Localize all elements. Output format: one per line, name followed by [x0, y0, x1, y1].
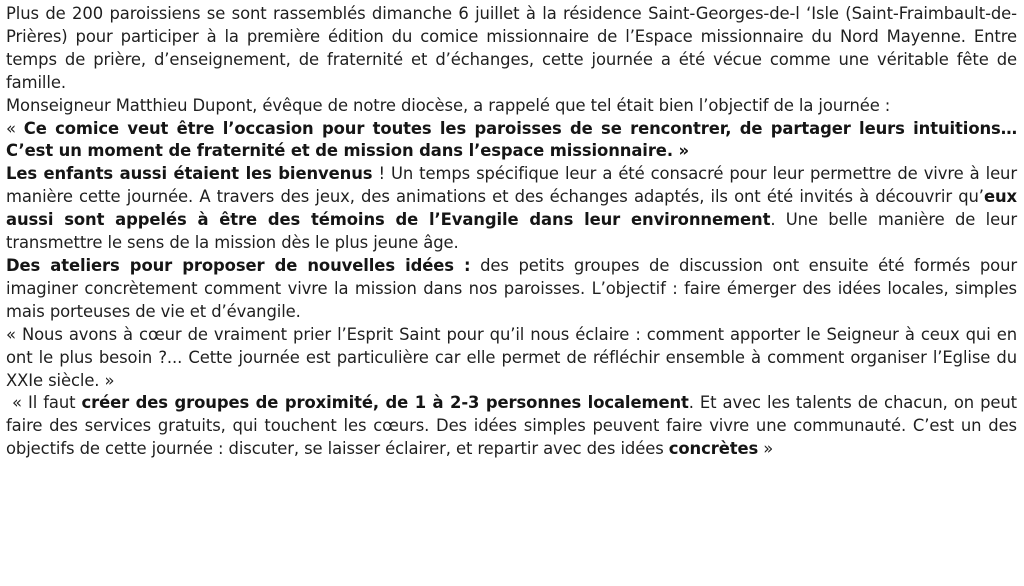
children-emphasis: eux aussi sont appelés à être des témoins de l’Evangile dans leur environnement — [6, 187, 1017, 230]
proximity-quote — [6, 392, 1017, 461]
children-text-2: . Une belle manière de leur transmettre le sens de la mission dès le plus jeune âge. — [6, 210, 1017, 253]
bishop-quote-bold: Ce comice veut être l’occasion pour toutes les paroisses de se rencontrer, de partager leurs intuitions… C’est un moment de fraternité et de mission dans l’espace missionnaire. » — [6, 118, 1017, 161]
bishop-quote — [6, 118, 1017, 164]
proximity-emphasis-2: concrètes — [668, 439, 759, 459]
workshops-heading: Des ateliers pour proposer de nouvelles idées : — [6, 255, 471, 275]
proximity-text-2: . Et avec les talents de chacun, on peut faire des services gratuits, qui touchent les cœurs. Des idées simples peuvent faire vivre une communauté. C’est un des objectifs de cette journée : discuter, se laisser éclairer, et repartir avec des idées — [6, 393, 1017, 459]
intro-paragraph: Plus de 200 paroissiens se sont rassemblés dimanche 6 juillet à la résidence Saint-Georges-de-l ‘Isle (Saint-Fraimbault-de-Prières) pour participer à la première édition du comice missionnaire de l’Espace missionnaire du Nord Mayenne. Entre temps de prière, d’enseignement, de fraternité et d’échanges, cette journée a été vécue comme une véritable fête de famille. — [6, 4, 1017, 92]
proximity-text-1: « Il faut — [6, 393, 82, 413]
workshops-text: des petits groupes de discussion ont ensuite été formés pour imaginer concrètement comment vivre la mission dans nos paroisses. L’objectif : faire émerger des idées locales, simples mais porteuses de vie et d’évangile. — [6, 255, 1017, 321]
workshops-paragraph — [6, 255, 1017, 324]
children-paragraph — [6, 163, 1017, 255]
holy-spirit-quote: « Nous avons à cœur de vraiment prier l’Esprit Saint pour qu’il nous éclaire : comment apporter le Seigneur à ceux qui en ont le plus besoin ?... Cette journée est particulière car elle permet de réfléchir ensemble à comment organiser l’Eglise du XXIe siècle. » — [6, 324, 1017, 390]
children-text-1: ! Un temps spécifique leur a été consacré pour leur permettre de vivre à leur manière cette journée. A travers des jeux, des animations et des échanges adaptés, ils ont été invités à découvrir qu’ — [6, 164, 1017, 207]
proximity-emphasis: créer des groupes de proximité, de 1 à 2-3 personnes localement — [81, 393, 689, 413]
children-heading: Les enfants aussi étaient les bienvenus — [6, 164, 373, 184]
proximity-text-3: » — [758, 439, 774, 459]
quote-open: « — [6, 118, 24, 138]
bishop-paragraph: Monseigneur Matthieu Dupont, évêque de notre diocèse, a rappelé que tel était bien l’objectif de la journée : — [6, 95, 891, 115]
